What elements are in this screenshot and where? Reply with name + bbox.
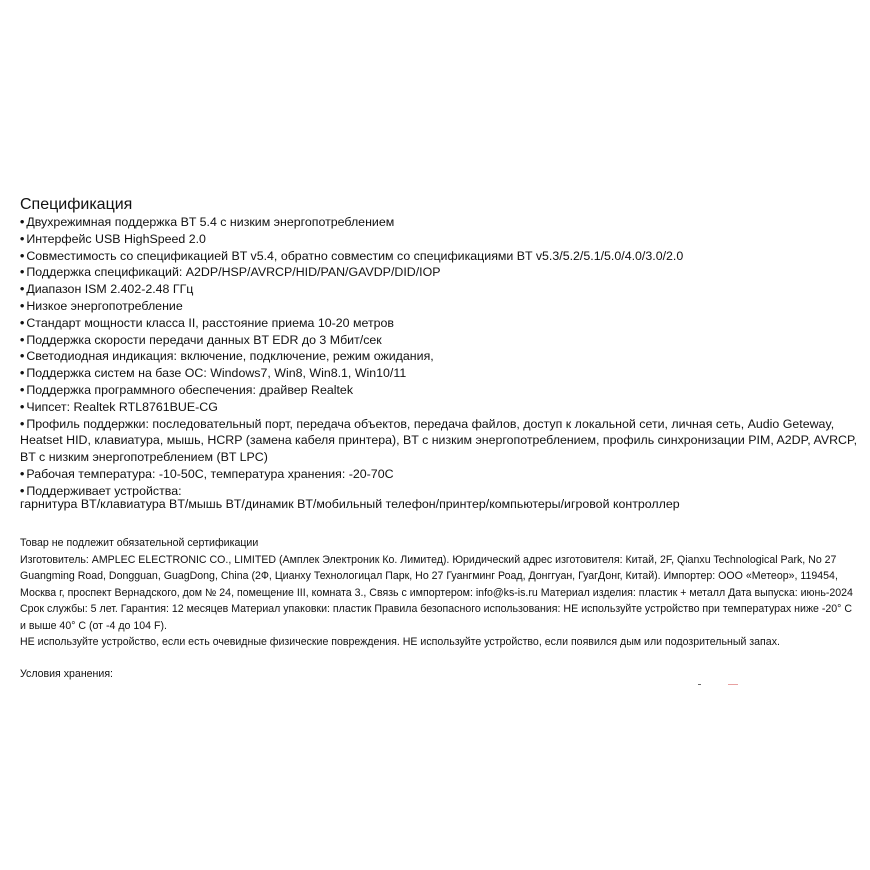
spec-item: • Поддержка скорости передачи данных BT EDR до 3 Мбит/сек xyxy=(20,332,382,347)
supported-devices: гарнитура BT/клавиатура BT/мышь BT/динамик BT/мобильный телефон/принтер/компьютеры/игровой контроллер xyxy=(20,497,680,511)
bullet: • xyxy=(20,282,25,297)
bullet: • xyxy=(20,349,25,364)
bullet: • xyxy=(20,231,25,246)
warning-text: НЕ используйте устройство, если есть очевидные физические повреждения. НЕ используйте устройство, если появился дым или подозрительный запах. xyxy=(20,636,780,648)
spec-item: • Низкое энергопотребление xyxy=(20,298,183,313)
spec-item: • Поддержка спецификаций: A2DP/HSP/AVRCP/HID/PAN/GAVDP/DID/IOP xyxy=(20,265,441,280)
print-speck xyxy=(728,684,738,685)
spec-item: • Поддержка систем на базе ОС: Windows7, Win8, Win8.1, Win10/11 xyxy=(20,366,407,381)
bullet: • xyxy=(20,366,25,381)
bullet: • xyxy=(20,215,25,229)
manufacturer-info: Изготовитель: AMPLEC ELECTRONIC CO., LIMITED (Амплек Электроник Ко. Лимитед). Юридический адрес изготовителя: Китай, 2F, Qianxu Technological Park, No 27 Guangming Road, Dongguan, GuagDong, China (2Ф, Цианху Технологицал Парк, Но 27 Гуангминг Роад, Донггуан, ГуагДонг, Китай). Импортер: ООО «Метеор», 119454, Москва г, проспект Вернадского, дом № 24, помещение III, комната 3., Связь с импортером: info@ks-is.ru Материал изделия: пластик + металл Дата выпуска: июнь-2024 xyxy=(20,553,853,599)
bullet: • xyxy=(20,315,25,330)
spec-item: • Интерфейс USB HighSpeed 2.0 xyxy=(20,231,206,246)
spec-item: • Совместимость со спецификацией BT v5.4, обратно совместим со спецификациями BT v5.3/5.2/5.1/5.0/4.0/3.0/2.0 xyxy=(20,248,684,263)
legal-block xyxy=(20,535,860,651)
bullet: • xyxy=(20,416,25,431)
bullet: • xyxy=(20,265,25,280)
spec-item: • Диапазон ISM 2.402-2.48 ГГц xyxy=(20,282,194,297)
spec-item: • Стандарт мощности класса II, расстояние приема 10-20 метров xyxy=(20,315,395,330)
spec-item: • Рабочая температура: -10-50С, температура хранения: -20-70С xyxy=(20,466,394,481)
bullet: • xyxy=(20,399,25,414)
spec-item: • Поддержка программного обеспечения: драйвер Realtek xyxy=(20,382,354,397)
bullet: • xyxy=(20,248,25,263)
bullet: • xyxy=(20,466,25,481)
bullet: • xyxy=(20,332,25,347)
spec-item: • Чипсет: Realtek RTL8761BUE-CG xyxy=(20,399,218,414)
bullet: • xyxy=(20,382,25,397)
spec-item: • Светодиодная индикация: включение, подключение, режим ожидания, xyxy=(20,349,434,364)
storage-conditions: Условия хранения: xyxy=(20,668,114,680)
bullet: • xyxy=(20,483,25,498)
bullet: • xyxy=(20,298,25,313)
spec-title: Спецификация xyxy=(20,196,133,213)
certification-note: Товар не подлежит обязательной сертификации xyxy=(20,537,259,549)
service-info: Срок службы: 5 лет. Гарантия: 12 месяцев Материал упаковки: пластик Правила безопасного использования: НЕ используйте устройство при температурах ниже -20° С и выше 40° С (от -4 до 104 F). xyxy=(20,603,853,632)
spec-item: • Профиль поддержки: последовательный порт, передача объектов, передача файлов, доступ к локальной сети, личная сеть, Audio Geteway, Heatset HID, клавиатура, мышь, HCRP (замена кабеля принтера), BT с низким энергопотреблением, профиль синхронизации PIM, A2DP, AVRCP, BT с низким энергопотреблением (BT LPC) xyxy=(20,416,858,465)
spec-item: • Двухрежимная поддержка BT 5.4 с низким энергопотреблением xyxy=(20,215,395,229)
spec-list xyxy=(20,214,860,500)
print-speck xyxy=(698,684,701,685)
spec-item: • Поддерживает устройства: xyxy=(20,483,182,498)
